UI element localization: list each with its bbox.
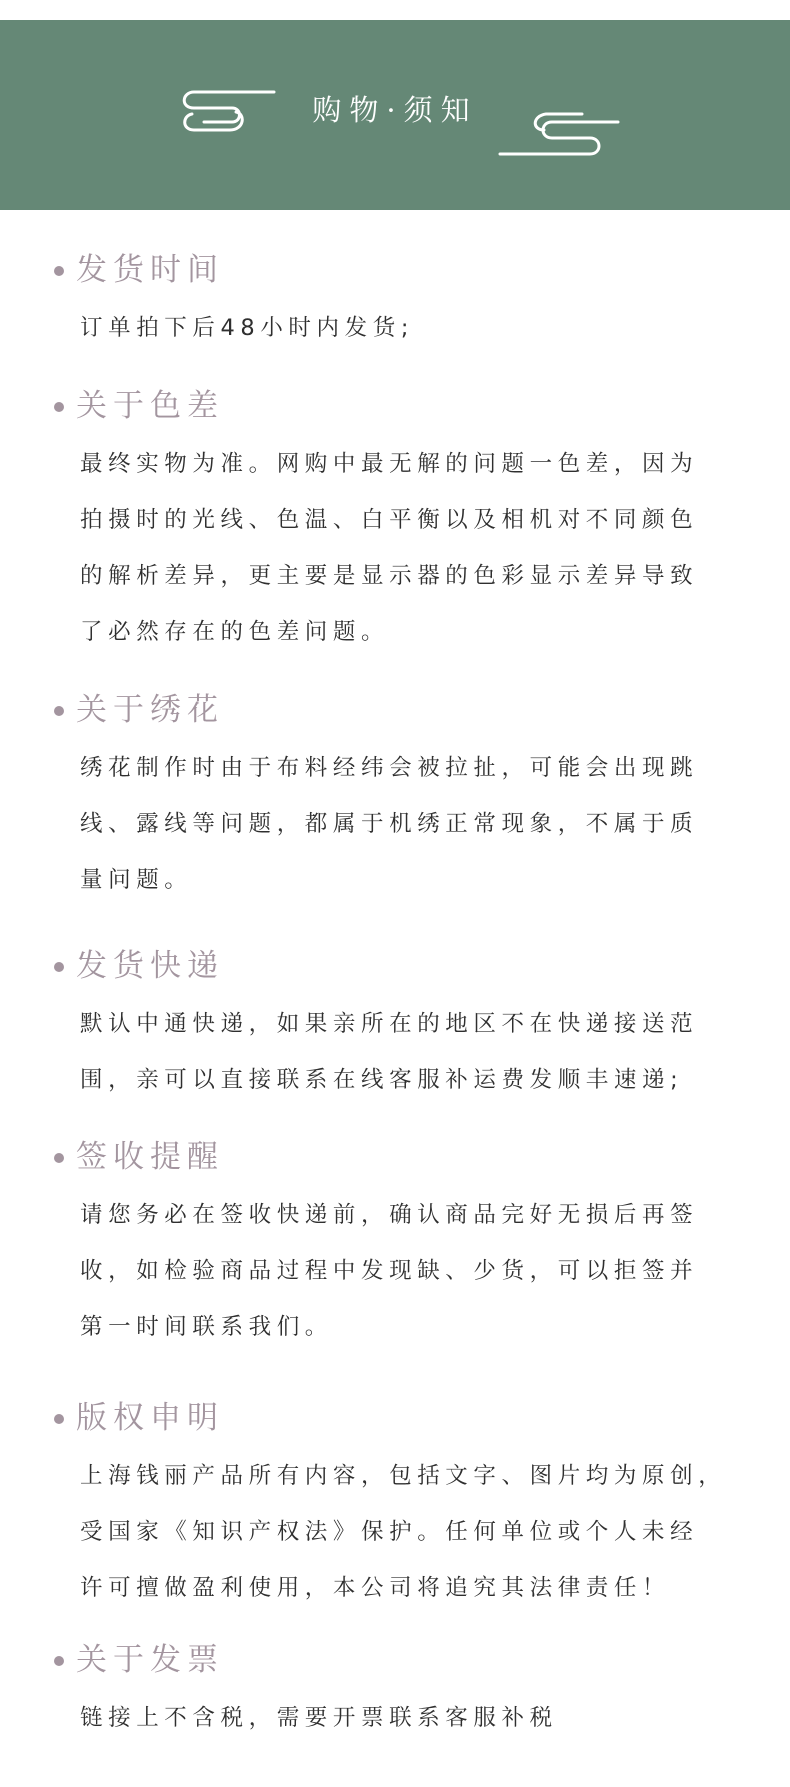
section-title: 签收提醒: [76, 1139, 224, 1175]
section-body: [80, 1448, 740, 1616]
body-line: 最终实物为准。网购中最无解的问题一色差，因为: [80, 451, 699, 477]
bullet-dot-icon: [54, 266, 64, 276]
section-body: [80, 436, 740, 660]
section-body: [80, 1690, 740, 1746]
bullet-dot-icon: [54, 1153, 64, 1163]
body-line: 了必然存在的色差问题。: [80, 619, 390, 645]
body-line: 受国家《知识产权法》保护。任何单位或个人未经: [80, 1519, 699, 1545]
body-line: 的解析差异，更主要是显示器的色彩显示差异导致: [80, 563, 699, 589]
section-title: 版权申明: [76, 1400, 224, 1436]
section-body: [80, 996, 740, 1108]
cloud-ornament-right-icon: [498, 108, 624, 160]
body-line: 第一时间联系我们。: [80, 1314, 333, 1340]
section-title: 关于发票: [76, 1642, 224, 1678]
section-title: 关于绣花: [76, 692, 224, 728]
section-body: [80, 300, 740, 356]
body-line: 许可擅做盈利使用，本公司将追究其法律责任！: [80, 1575, 671, 1601]
body-line: 订单拍下后48小时内发货;: [80, 315, 415, 341]
section-heading: [54, 1398, 224, 1438]
section-body: [80, 740, 740, 908]
bullet-dot-icon: [54, 1656, 64, 1666]
section-body: [80, 1187, 740, 1355]
bullet-dot-icon: [54, 962, 64, 972]
section-heading: [54, 386, 224, 426]
body-line: 拍摄时的光线、色温、白平衡以及相机对不同颜色: [80, 507, 699, 533]
body-line: 请您务必在签收快递前，确认商品完好无损后再签: [80, 1202, 699, 1228]
section-title: 发货时间: [76, 252, 224, 288]
body-line: 收，如检验商品过程中发现缺、少货，可以拒签并: [80, 1258, 699, 1284]
body-line: 链接上不含税，需要开票联系客服补税: [80, 1705, 558, 1731]
bullet-dot-icon: [54, 402, 64, 412]
bullet-dot-icon: [54, 706, 64, 716]
section-heading: [54, 1137, 224, 1177]
section-heading: [54, 250, 224, 290]
section-heading: [54, 946, 224, 986]
header-title: 购物·须知: [312, 93, 478, 127]
header-banner: [0, 20, 790, 210]
body-line: 上海钱丽产品所有内容，包括文字、图片均为原创，: [80, 1463, 727, 1489]
section-title: 发货快递: [76, 948, 224, 984]
section-heading: [54, 1640, 224, 1680]
body-line: 线、露线等问题，都属于机绣正常现象，不属于质: [80, 811, 699, 837]
section-title: 关于色差: [76, 388, 224, 424]
section-heading: [54, 690, 224, 730]
body-line: 默认中通快递，如果亲所在的地区不在快递接送范: [80, 1011, 699, 1037]
body-line: 绣花制作时由于布料经纬会被拉扯，可能会出现跳: [80, 755, 699, 781]
body-line: 围，亲可以直接联系在线客服补运费发顺丰速递;: [80, 1067, 684, 1093]
bullet-dot-icon: [54, 1414, 64, 1424]
body-line: 量问题。: [80, 867, 193, 893]
